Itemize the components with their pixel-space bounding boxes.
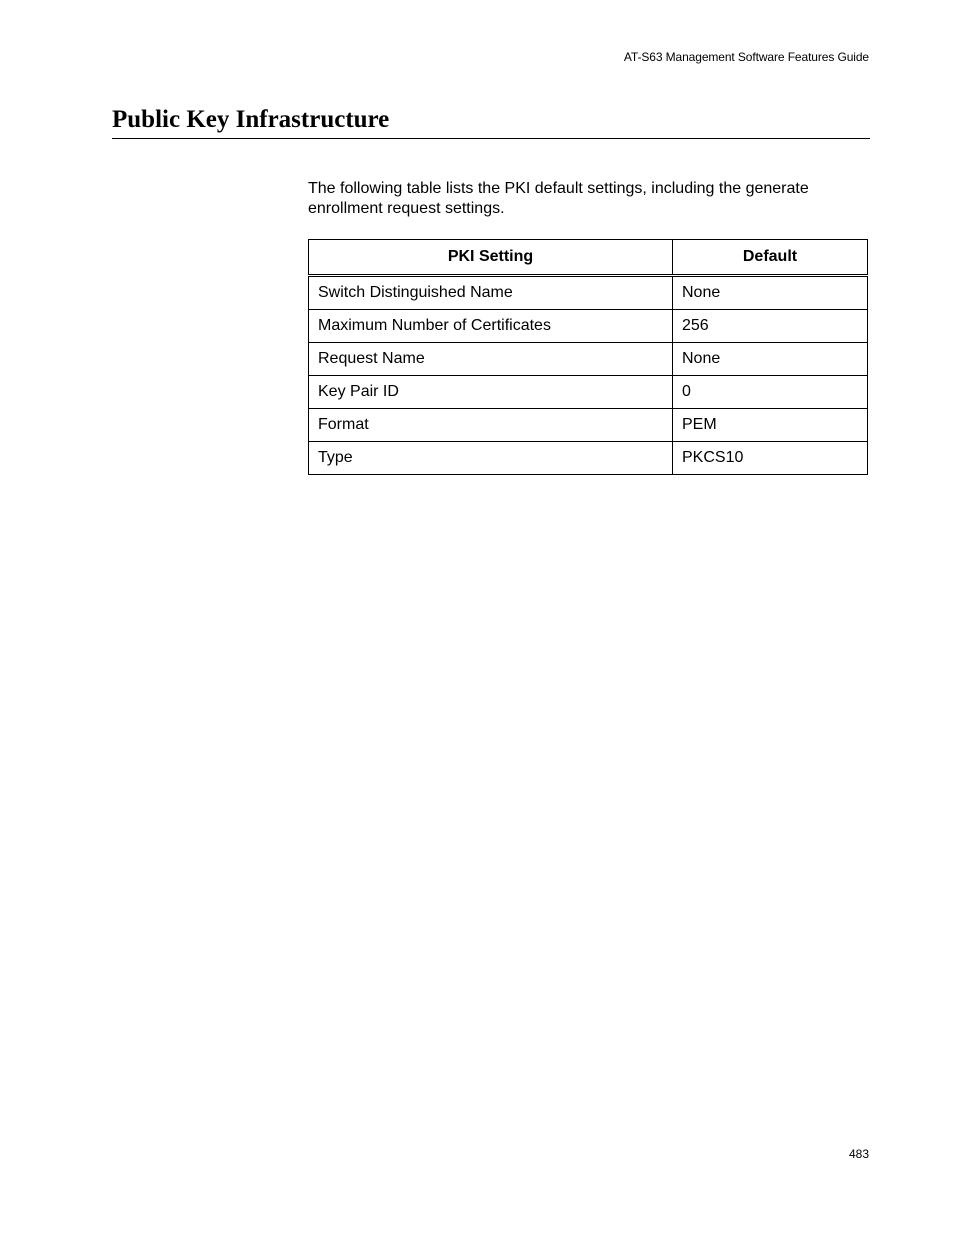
setting-cell: Key Pair ID bbox=[309, 376, 673, 409]
section-title: Public Key Infrastructure bbox=[112, 106, 870, 139]
default-cell: 256 bbox=[673, 310, 868, 343]
default-cell: None bbox=[673, 276, 868, 310]
intro-paragraph: The following table lists the PKI default settings, including the generate enrollment request settings. bbox=[308, 180, 809, 217]
running-header: AT-S63 Management Software Features Guide bbox=[623, 50, 869, 64]
table-header-row bbox=[309, 240, 868, 276]
setting-cell: Maximum Number of Certificates bbox=[309, 310, 673, 343]
table-row bbox=[309, 276, 868, 310]
table-row bbox=[309, 310, 868, 343]
page-number: 483 bbox=[848, 1147, 869, 1161]
setting-cell: Type bbox=[309, 442, 673, 475]
setting-cell: Request Name bbox=[309, 343, 673, 376]
table-row bbox=[309, 376, 868, 409]
setting-cell: Format bbox=[309, 409, 673, 442]
column-header-default: Default bbox=[673, 240, 868, 276]
column-header-pki-setting: PKI Setting bbox=[309, 240, 673, 276]
pki-defaults-table bbox=[308, 239, 868, 475]
default-cell: PEM bbox=[673, 409, 868, 442]
default-cell: None bbox=[673, 343, 868, 376]
setting-cell: Switch Distinguished Name bbox=[309, 276, 673, 310]
default-cell: PKCS10 bbox=[673, 442, 868, 475]
table-row bbox=[309, 442, 868, 475]
default-cell: 0 bbox=[673, 376, 868, 409]
table-row bbox=[309, 409, 868, 442]
table-row bbox=[309, 343, 868, 376]
